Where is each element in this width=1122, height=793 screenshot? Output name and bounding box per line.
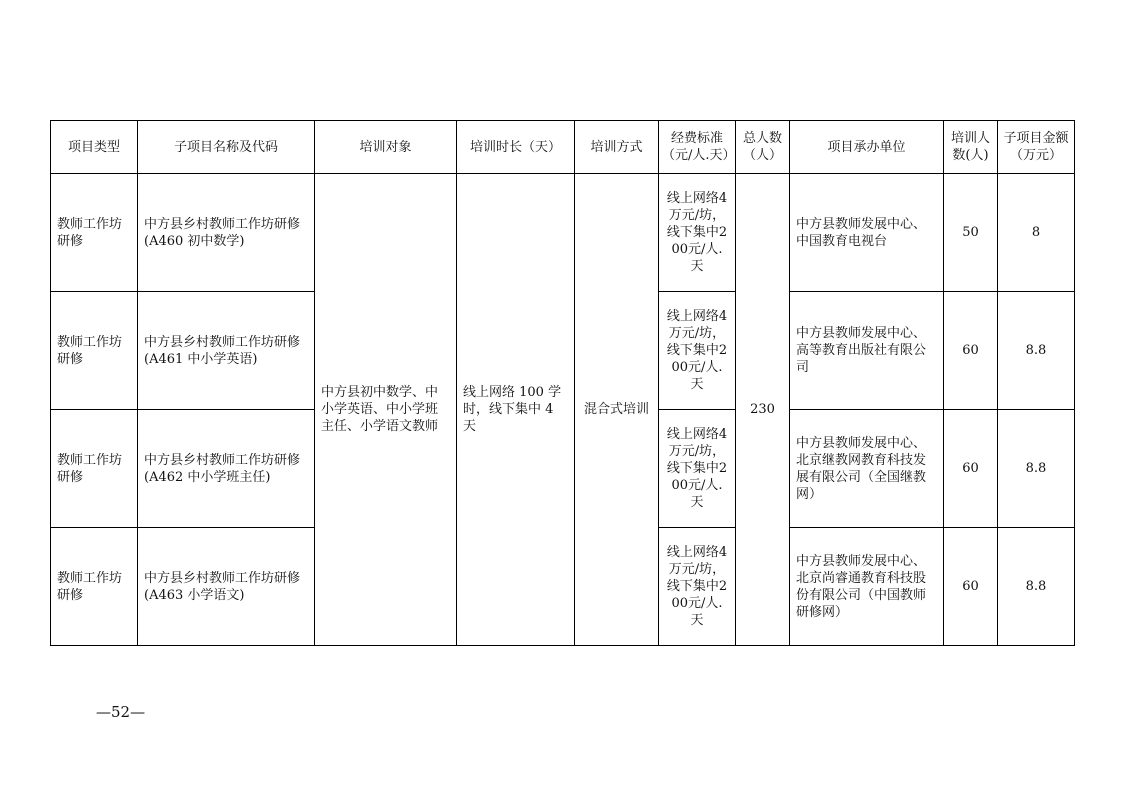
fee-cell: 线上网络4万元/坊，线下集中200元/人.天 [659,528,736,646]
total-people-cell: 230 [736,174,790,646]
subproject-name-cell: 中方县乡村教师工作坊研修(A463 小学语文) [138,528,315,646]
trainee-count-cell: 60 [944,528,998,646]
host-unit-cell: 中方县教师发展中心、北京尚睿通教育科技股份有限公司（中国教师研修网） [790,528,944,646]
header-subproject-name: 子项目名称及代码 [138,121,315,174]
target-cell: 中方县初中数学、中小学英语、中小学班主任、小学语文教师 [315,174,457,646]
subproject-name-cell: 中方县乡村教师工作坊研修(A461 中小学英语) [138,292,315,410]
project-type-cell: 教师工作坊研修 [51,174,138,292]
header-target: 培训对象 [315,121,457,174]
project-type-cell: 教师工作坊研修 [51,528,138,646]
header-total-people: 总人数（人） [736,121,790,174]
amount-cell: 8 [998,174,1075,292]
duration-cell: 线上网络 100 学时，线下集中 4 天 [457,174,575,646]
amount-cell: 8.8 [998,528,1075,646]
method-cell: 混合式培训 [575,174,659,646]
header-fee-standard: 经费标准（元/人.天） [659,121,736,174]
header-duration: 培训时长（天） [457,121,575,174]
trainee-count-cell: 50 [944,174,998,292]
amount-cell: 8.8 [998,410,1075,528]
amount-cell: 8.8 [998,292,1075,410]
header-method: 培训方式 [575,121,659,174]
subproject-name-cell: 中方县乡村教师工作坊研修(A460 初中数学) [138,174,315,292]
fee-cell: 线上网络4万元/坊，线下集中200元/人.天 [659,292,736,410]
page-number: —52— [96,703,146,721]
header-trainee-count: 培训人数(人) [944,121,998,174]
host-unit-cell: 中方县教师发展中心、高等教育出版社有限公司 [790,292,944,410]
header-project-type: 项目类型 [51,121,138,174]
trainee-count-cell: 60 [944,292,998,410]
header-amount: 子项目金额（万元） [998,121,1075,174]
table-row [51,174,1075,292]
host-unit-cell: 中方县教师发展中心、中国教育电视台 [790,174,944,292]
trainee-count-cell: 60 [944,410,998,528]
subproject-name-cell: 中方县乡村教师工作坊研修(A462 中小学班主任) [138,410,315,528]
fee-cell: 线上网络4万元/坊，线下集中200元/人.天 [659,174,736,292]
fee-cell: 线上网络4万元/坊，线下集中200元/人.天 [659,410,736,528]
project-type-cell: 教师工作坊研修 [51,292,138,410]
header-host-unit: 项目承办单位 [790,121,944,174]
project-type-cell: 教师工作坊研修 [51,410,138,528]
training-projects-table [50,120,1075,646]
header-row [51,121,1075,174]
host-unit-cell: 中方县教师发展中心、北京继教网教育科技发展有限公司（全国继教网） [790,410,944,528]
